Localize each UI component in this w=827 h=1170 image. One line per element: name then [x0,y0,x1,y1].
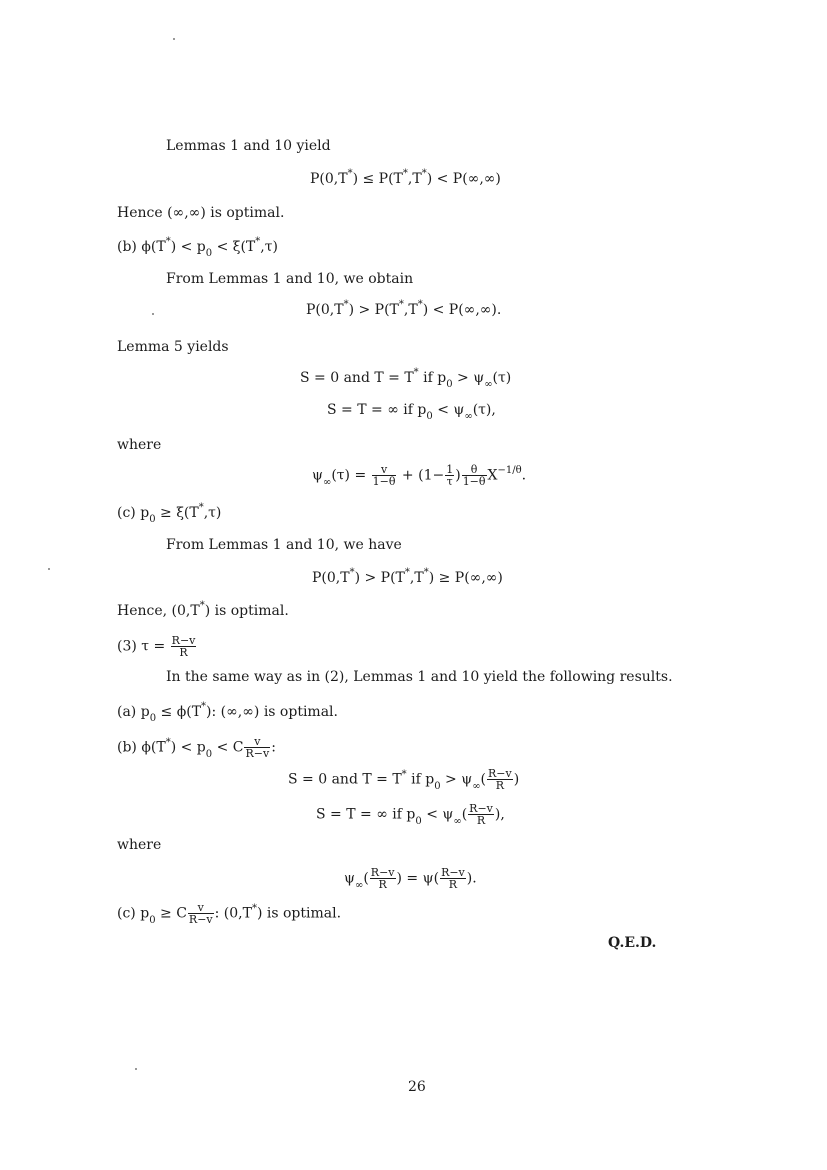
equation: P(0,T*) > P(T*,T*) ≥ P(∞,∞) [312,567,503,586]
text-line: (c) $p_0 \ge \xi(T^*,\tau)$ [117,502,222,525]
text-line: (c) $p_0 \ge C$ $\frac{v}{R-v}$ : (0,T*) is optimal. [117,901,342,926]
text-line: where [117,437,162,453]
equation: S = 0 and T = T* if $p_0 > \psi_\infty$( $\frac{R-v}{R}$ ) [288,767,520,792]
equation: S = T = ∞ if $p_0 < \psi_\infty$( $\frac{R-v}{R}$ ), [316,802,505,827]
page-number: 26 [408,1079,426,1095]
equation: $\psi_\infty$( $\frac{R-v}{R}$ ) = ψ( $\frac{R-v}{R}$ ). [344,866,477,891]
text-line: (3) τ = $\frac{R-v}{R}$ [117,634,196,659]
text-line: From Lemmas 1 and 10, we obtain [166,271,414,287]
equation: P(0,T*) ≤ P(T*,T*) < P(∞,∞) [310,168,501,187]
text-line: In the same way as in (2), Lemmas 1 and 10 yield the following results. [166,669,673,685]
text-line: Hence, (0,T*) is optimal. [117,600,289,619]
text-line: From Lemmas 1 and 10, we have [166,537,402,553]
scan-speck [48,568,50,570]
equation: P(0,T*) > P(T*,T*) < P(∞,∞). [306,299,502,318]
equation: S = T = ∞ if $p_0 < \psi_\infty(\tau)$, [327,402,496,422]
text-line: Hence (∞,∞) is optimal. [117,205,285,221]
text-line: where [117,837,162,853]
equation: S = 0 and T = T* if $p_0 > \psi_\infty(\tau)$ [300,367,512,390]
scan-speck [135,1068,137,1070]
text-line: (b) $\phi(T^*) < p_0 < \xi(T^*,\tau)$ [117,236,278,259]
text-line: (b) $\phi(T^*) < p_0 < C$ $\frac{v}{R-v}$ : [117,735,276,760]
qed-mark: Q.E.D. [608,935,657,951]
text-line: Lemma 5 yields [117,339,229,355]
text-line: Lemmas 1 and 10 yield [166,138,331,154]
scan-speck [152,313,154,315]
scan-speck [173,38,175,40]
text-line: (a) $p_0 \le \phi(T^*)$: (∞,∞) is optimal. [117,701,338,724]
equation: $\psi_\infty(\tau)$ = $\frac{v}{1-\theta}$ + (1− $\frac{1}{\tau}$ ) $\frac{\theta}{1-\theta}$ $X^{-1/\theta}$. [312,463,527,488]
